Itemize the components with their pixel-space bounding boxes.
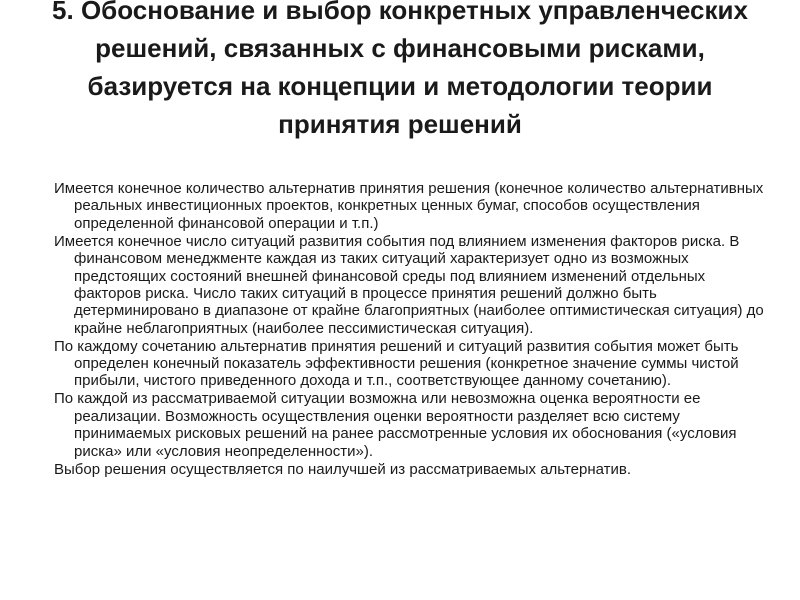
paragraph-situations: Имеется конечное число ситуаций развития события под влиянием изменения факторов риска. В финансовом менеджменте каждая из таких ситуаций характеризует одно из возможных предстоящих состояний внешней финансовой среды под влиянием изменений отдельных факторов риска. Число таких ситуаций в процессе принятия решений должно быть детерминировано в диапазоне от крайне благоприятных (наиболее оптимистическая ситуация) до крайне неблагоприятных (наиболее пессимистическая ситуация). [54, 232, 764, 337]
slide-body [54, 180, 770, 478]
paragraph-alternatives: Имеется конечное количество альтернатив принятия решения (конечное количество альтернативных реальных инвестиционных проектов, конкретных ценных бумаг, способов осуществления определенной финансовой операции и т.п.) [54, 180, 764, 232]
paragraph-probability: По каждой из рассматриваемой ситуации возможна или невозможна оценка вероятности ее реализации. Возможность осуществления оценки вероятности разделяет всю систему принимаемых рисковых решений на ранее рассмотренные условия их обоснования («условия риска» или «условия неопределенности»). [54, 390, 737, 460]
paragraph-choice: Выбор решения осуществляется по наилучшей из рассматриваемых альтернатив. [54, 460, 632, 478]
paragraph-efficiency: По каждому сочетанию альтернатив принятия решений и ситуаций развития события может быть определен конечный показатель эффективности решения (конкретное значение суммы чистой прибыли, чистого приведенного дохода и т.п., соответствующее данному сочетанию). [54, 337, 739, 390]
slide-title: 5. Обоснование и выбор конкретных управленческих решений, связанных с финансовыми рисками, базируется на концепции и методологии теории принятия решений [52, 0, 748, 139]
